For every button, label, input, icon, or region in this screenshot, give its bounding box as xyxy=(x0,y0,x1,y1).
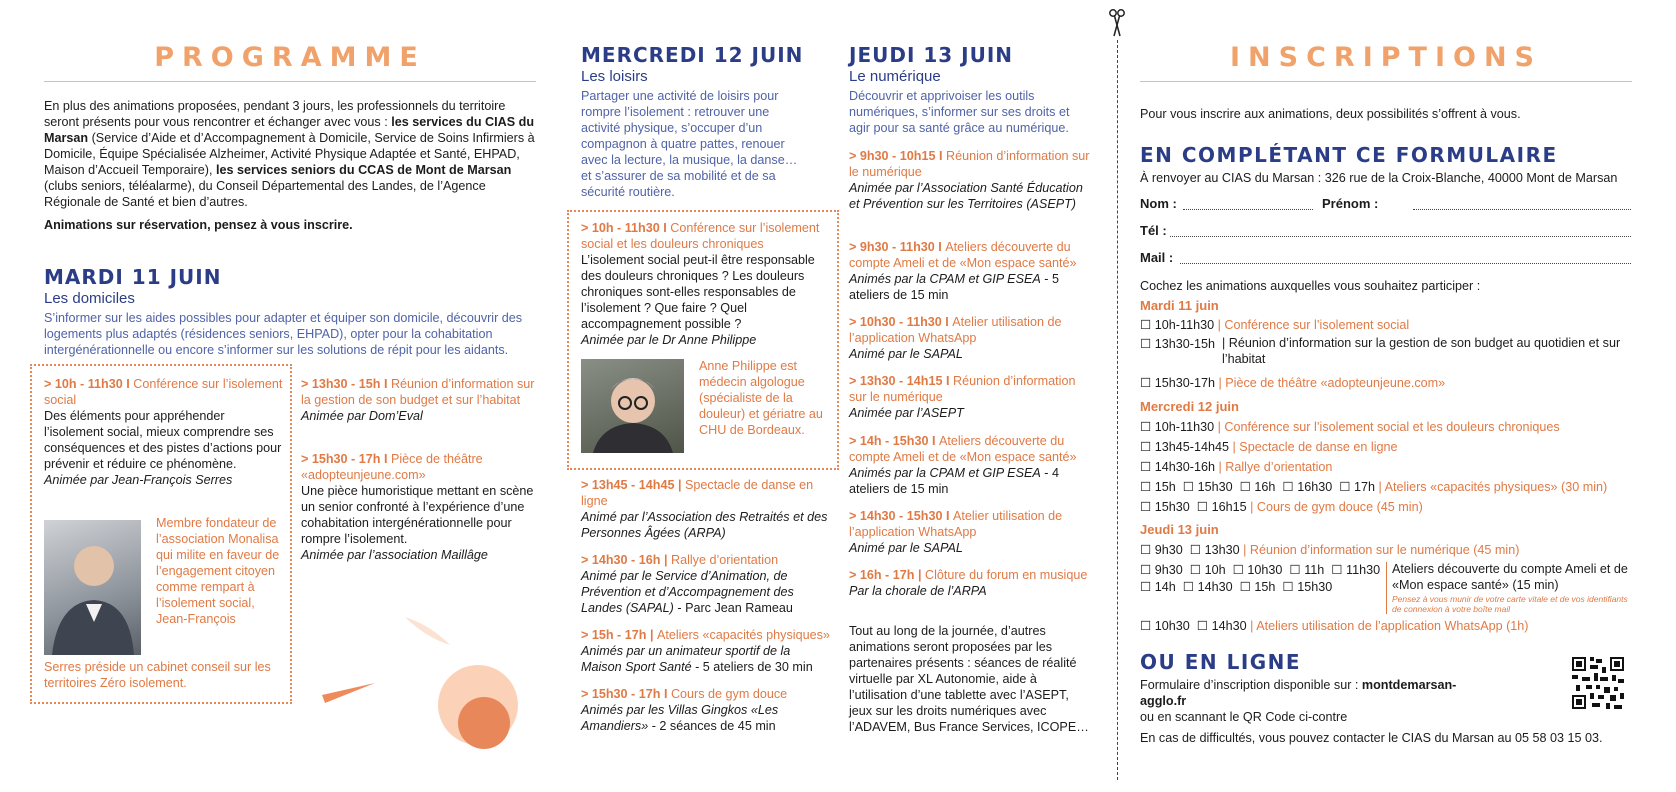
form-mercredi-heading: Mercredi 12 juin xyxy=(1140,399,1239,414)
jeudi-description: Découvrir et apprivoiser les outils numériques, s’informer sur ses droits et agir pour sa santé grâce au numérique. xyxy=(849,89,1070,135)
event-host: Animé par le SAPAL xyxy=(849,347,963,361)
event-host: Animés par la CPAM et GIP ESEA xyxy=(849,272,1041,286)
event-time: > 15h30 - 17h I xyxy=(581,687,671,701)
option-times: ☐ 15h30 ☐ 16h15 xyxy=(1140,500,1251,514)
event-name: Clôture du forum en musique xyxy=(924,568,1088,582)
tel-field[interactable] xyxy=(1170,236,1631,237)
qr-code-icon[interactable] xyxy=(1570,655,1626,716)
programme-title: PROGRAMME xyxy=(154,42,426,73)
form-option-jeudi-2-name: Ateliers découverte du compte Ameli et de «Mon espace santé» (15 min) xyxy=(1392,562,1628,592)
reservation-note: Animations sur réservation, pensez à vous inscrire. xyxy=(44,218,353,232)
event-text: Des éléments pour appréhender l’isolement social, mieux comprendre ses conséquences et des pistes d’actions pour prévenir et réduire ce phénomène. xyxy=(44,409,282,471)
online-title: OU EN LIGNE xyxy=(1140,650,1302,674)
event-time: > 13h30 - 15h I xyxy=(301,377,391,391)
inscriptions-intro: Pour vous inscrire aux animations, deux possibilités s’offrent à vous. xyxy=(1140,107,1521,121)
event-time: > 14h30 - 16h | xyxy=(581,553,671,567)
mercredi-speaker-caption: Anne Philippe est médecin algologue (spécialiste de la douleur) et gériatre au CHU de Bordeaux. xyxy=(699,359,823,437)
jeudi-event-3 xyxy=(849,314,1094,362)
jeudi-event-7 xyxy=(849,567,1094,599)
event-name: Ateliers découverte du compte Ameli et de «Mon espace santé» xyxy=(849,434,1077,464)
mercredi-day-title: MERCREDI 12 JUIN xyxy=(581,43,804,67)
form-address: À renvoyer au CIAS du Marsan : 326 rue de la Croix-Blanche, 40000 Mont de Marsan xyxy=(1140,171,1618,185)
form-option-mercredi-1[interactable] xyxy=(1140,418,1560,436)
form-option-mercredi-5[interactable] xyxy=(1140,498,1423,516)
event-time: > 9h30 - 10h15 I xyxy=(849,149,946,163)
form-mardi-heading: Mardi 11 juin xyxy=(1140,298,1219,313)
event-time: > 13h45 - 14h45 | xyxy=(581,478,685,492)
option-name: | Cours de gym douce (45 min) xyxy=(1250,500,1423,514)
nom-label: Nom : xyxy=(1140,196,1177,211)
jeudi-event-6 xyxy=(849,508,1094,556)
speaker-caption-1: Membre fondateur de l’association Monalisa qui milite en faveur de l’engagement citoyen comme rempart à l’isolement social, Jean-François xyxy=(156,516,280,626)
jeudi-event-5 xyxy=(849,433,1094,497)
scissors-icon xyxy=(1109,8,1125,43)
intro-text-2: (Service d’Aide et d’Accompagnement à Domicile, Service de Soins Infirmiers à Domicile, Équipe Spécialisée Alzheimer, Activité Physique Adaptée et Santé, EHPAD, Maison d’Accueil Temporaire), xyxy=(44,131,535,177)
event-host: Par la chorale de l’ARPA xyxy=(849,584,987,598)
speaker-photo-jean-francois xyxy=(44,520,141,655)
intro-text-3: (clubs seniors, téléalarme), du Conseil Départemental des Landes, de l’Agence Régionale de Santé et bien d’autres. xyxy=(44,179,486,209)
mail-label: Mail : xyxy=(1140,250,1174,265)
event-extra: - 2 séances de 45 min xyxy=(648,719,776,733)
option-name: | Ateliers «capacités physiques» (30 min) xyxy=(1378,480,1608,494)
event-extra: - 4 ateliers de 15 min xyxy=(849,466,1059,496)
jeudi-event-1 xyxy=(849,148,1094,212)
jeudi-event-4 xyxy=(849,373,1094,421)
event-time: > 16h - 17h | xyxy=(849,568,925,582)
option-times: ☐ 10h-11h30 xyxy=(1140,420,1218,434)
event-host: Animée par Dom’Eval xyxy=(301,409,423,423)
form-option-jeudi-2-note: Pensez à vous munir de votre carte vitale et de vos identifiants de connexion à votre boîte mail xyxy=(1392,594,1628,614)
option-times: ☐ 9h30 ☐ 13h30 xyxy=(1140,543,1244,557)
event-name: Réunion d’information sur le numérique xyxy=(849,374,1076,404)
event-host: Animé par l’Association des Retraités et des Personnes Âgées (ARPA) xyxy=(581,510,828,540)
form-option-mercredi-4[interactable] xyxy=(1140,478,1607,496)
prenom-label: Prénom : xyxy=(1322,196,1379,211)
mardi-event-2 xyxy=(301,376,541,424)
event-time: > 10h - 11h30 I xyxy=(44,377,134,391)
event-host: Animée par Jean-François Serres xyxy=(44,473,233,487)
online-text-2: ou en scannant le QR Code ci-contre xyxy=(1140,710,1348,724)
event-host: Animé par le SAPAL xyxy=(849,541,963,555)
cochez-instruction: Cochez les animations auxquelles vous souhaitez participer : xyxy=(1140,279,1481,293)
mercredi-event-5 xyxy=(581,686,831,734)
form-option-mardi-2[interactable] xyxy=(1140,335,1215,353)
inscriptions-divider xyxy=(1140,81,1632,82)
event-time: > 14h - 15h30 I xyxy=(849,434,939,448)
event-name: Réunion d’information sur la gestion de son budget et sur l’habitat xyxy=(301,377,535,407)
event-time: > 15h30 - 17h I xyxy=(301,452,391,466)
option-name: | Rallye d’orientation xyxy=(1218,460,1333,474)
mardi-description: S’informer sur les aides possibles pour adapter et équiper son domicile, découvrir des logements plus adaptés (résidences seniors, EHPAD), opter pour la cohabitation intergénérationnelle ou encore s’informer sur les solutions de répit pour les aidants. xyxy=(44,311,523,357)
form-option-mardi-2-name: | Réunion d’information sur la gestion de son budget au quotidien et sur l’habitat xyxy=(1222,336,1621,366)
form-jeudi-heading: Jeudi 13 juin xyxy=(1140,522,1219,537)
option-times: ☐ 13h45-14h45 xyxy=(1140,440,1233,454)
mardi-event-1 xyxy=(44,376,284,488)
online-text xyxy=(1140,677,1470,725)
jeudi-day-title: JEUDI 13 JUIN xyxy=(849,43,1014,67)
contact-info: En cas de difficultés, vous pouvez contacter le CIAS du Marsan au 05 58 03 15 03. xyxy=(1140,731,1603,745)
event-name: Réunion d’information sur le numérique xyxy=(849,149,1090,179)
event-name: Cours de gym douce xyxy=(670,687,788,701)
option-times: ☐ 14h30-16h xyxy=(1140,460,1219,474)
event-name: Conférence sur l’isolement social et les douleurs chroniques xyxy=(581,221,820,251)
event-name: Ateliers «capacités physiques» xyxy=(656,628,830,642)
speaker-caption-2: Serres préside un cabinet conseil sur les territoires Zéro isolement. xyxy=(44,660,271,690)
qr-code-glyph xyxy=(1570,655,1626,711)
event-host: Animés par les Villas Gingkos «Les Amandiers» xyxy=(581,703,779,733)
option-times: ☐ 10h-11h30 xyxy=(1140,318,1218,332)
event-time: > 9h30 - 11h30 I xyxy=(849,240,946,254)
mardi-theme: Les domiciles xyxy=(44,290,135,307)
intro-text-1: En plus des animations proposées, pendant 3 jours, les professionnels du territoire seront présents pour vous rencontrer et échanger avec vous : xyxy=(44,99,506,129)
event-name: Atelier utilisation de l’application WhatsApp xyxy=(849,315,1062,345)
mercredi-event-2 xyxy=(581,477,831,541)
event-text: Une pièce humoristique mettant en scène un senior confronté à l’expérience d’une cohabitation intergénérationnelle pour rompre l’isolement. xyxy=(301,484,534,546)
form-option-jeudi-2-times-a[interactable]: ☐ 9h30 ☐ 10h ☐ 10h30 ☐ 11h ☐ 11h30 xyxy=(1140,563,1381,577)
mardi-event-3 xyxy=(301,451,541,563)
inscriptions-title: INSCRIPTIONS xyxy=(1230,42,1542,73)
option-name: | Pièce de théâtre «adopteunjeune.com» xyxy=(1218,376,1446,390)
event-host: Animée par l’ASEPT xyxy=(849,406,964,420)
event-name: Atelier utilisation de l’application WhatsApp xyxy=(849,509,1063,539)
event-time: > 10h30 - 11h30 I xyxy=(849,315,953,329)
option-name: | Ateliers utilisation de l’application WhatsApp (1h) xyxy=(1250,619,1529,633)
event-name: Spectacle de danse en ligne xyxy=(581,478,814,508)
intro-bold-2: les services seniors du CCAS de Mont de Marsan xyxy=(215,163,512,177)
person-icon xyxy=(581,359,684,453)
option-name: | Réunion d’information sur le numérique (45 min) xyxy=(1243,543,1520,557)
mercredi-event-1 xyxy=(581,220,833,348)
event-name: Rallye d’orientation xyxy=(670,553,779,567)
event-host: Animé par le Service d’Animation, de Prévention et d’Accompagnement des Landes (SAPAL) xyxy=(581,569,794,615)
online-website-link[interactable]: montdemarsan-agglo.fr xyxy=(1140,678,1457,708)
jeudi-footer: Tout au long de la journée, d’autres animations seront proposées par les partenaires présents : séances de réalité virtuelle par XL Autonomie, aide à l’utilisation d’une tablette avec l’ASEPT, jeux sur les droits numériques avec l’ADAVEM, Bus France Services, ICOPE… xyxy=(849,624,1089,734)
mercredi-event-4 xyxy=(581,627,833,675)
form-option-mardi-1[interactable] xyxy=(1140,316,1409,334)
event-place: - Parc Jean Rameau xyxy=(673,601,793,615)
option-separator xyxy=(1386,562,1387,614)
mercredi-event-3 xyxy=(581,552,831,616)
option-name: | Conférence sur l’isolement social xyxy=(1217,318,1410,332)
event-time: > 15h - 17h | xyxy=(581,628,657,642)
mercredi-description: Partager une activité de loisirs pour rompre l’isolement : retrouver une activité physique, s’occuper d’un compagnon à quatre pattes, renouer avec la lecture, la musique, la danse… et s’assurer de sa mobilité et de sa sécurité routière. xyxy=(581,89,798,199)
tel-label: Tél : xyxy=(1140,223,1167,238)
mardi-day-title: MARDI 11 JUIN xyxy=(44,265,222,289)
decorative-shapes xyxy=(310,605,530,755)
person-icon xyxy=(44,520,141,655)
form-option-jeudi-2-times-b[interactable]: ☐ 14h ☐ 14h30 ☐ 15h ☐ 15h30 xyxy=(1140,580,1333,594)
event-extra: - 5 ateliers de 15 min xyxy=(849,272,1059,302)
event-host: Animés par un animateur sportif de la Maison Sport Santé xyxy=(581,644,791,674)
form-option-mercredi-3[interactable] xyxy=(1140,458,1332,476)
event-name: Pièce de théâtre «adopteunjeune.com» xyxy=(301,452,483,482)
programme-intro xyxy=(44,98,538,210)
form-option-mardi-3[interactable] xyxy=(1140,374,1445,392)
option-times: ☐ 15h ☐ 15h30 ☐ 16h ☐ 16h30 ☐ 17h xyxy=(1140,480,1379,494)
event-time: > 13h30 - 14h15 I xyxy=(849,374,953,388)
option-name: | Conférence sur l’isolement social et les douleurs chroniques xyxy=(1217,420,1560,434)
fold-line xyxy=(1117,40,1118,780)
option-times: ☐ 15h30-17h xyxy=(1140,376,1219,390)
scissors-icon-glyph xyxy=(1109,8,1125,38)
speaker-photo-anne-philippe xyxy=(581,359,684,453)
intro-bold-1: les services du CIAS du Marsan xyxy=(44,115,535,145)
event-text: L’isolement social peut-il être responsable des douleurs chroniques ? Les douleurs chroniques sont-elles responsables de l’isolement ? Que faire ? Quel accompagnement possible ? xyxy=(581,253,815,331)
event-host: Animés par la CPAM et GIP ESEA xyxy=(849,466,1041,480)
event-name: Conférence sur l’isolement social xyxy=(44,377,283,407)
event-name: Ateliers découverte du compte Ameli et de «Mon espace santé» xyxy=(849,240,1077,270)
option-times: ☐ 10h30 ☐ 14h30 xyxy=(1140,619,1251,633)
mercredi-theme: Les loisirs xyxy=(581,68,648,85)
option-times: ☐ 13h30-15h xyxy=(1140,337,1216,351)
mail-field[interactable] xyxy=(1180,263,1631,264)
jeudi-theme: Le numérique xyxy=(849,68,941,85)
programme-divider xyxy=(44,81,536,82)
event-time: > 14h30 - 15h30 I xyxy=(849,509,953,523)
form-option-jeudi-1[interactable] xyxy=(1140,541,1519,559)
jeudi-event-2 xyxy=(849,239,1094,303)
form-option-jeudi-3[interactable] xyxy=(1140,617,1529,635)
form-title: EN COMPLÉTANT CE FORMULAIRE xyxy=(1140,143,1558,167)
online-text-1: Formulaire d’inscription disponible sur : xyxy=(1140,678,1362,692)
nom-field[interactable] xyxy=(1183,209,1313,210)
event-extra: - 5 ateliers de 30 min xyxy=(691,660,813,674)
event-host: Animée par le Dr Anne Philippe xyxy=(581,333,757,347)
form-option-mercredi-2[interactable] xyxy=(1140,438,1398,456)
event-time: > 10h - 11h30 I xyxy=(581,221,671,235)
event-host: Animée par l’association Maillâge xyxy=(301,548,488,562)
prenom-field[interactable] xyxy=(1413,209,1631,210)
option-name: | Spectacle de danse en ligne xyxy=(1232,440,1398,454)
event-host: Animée par l’Association Santé Éducation et Prévention sur les Territoires (ASEPT) xyxy=(849,181,1083,211)
